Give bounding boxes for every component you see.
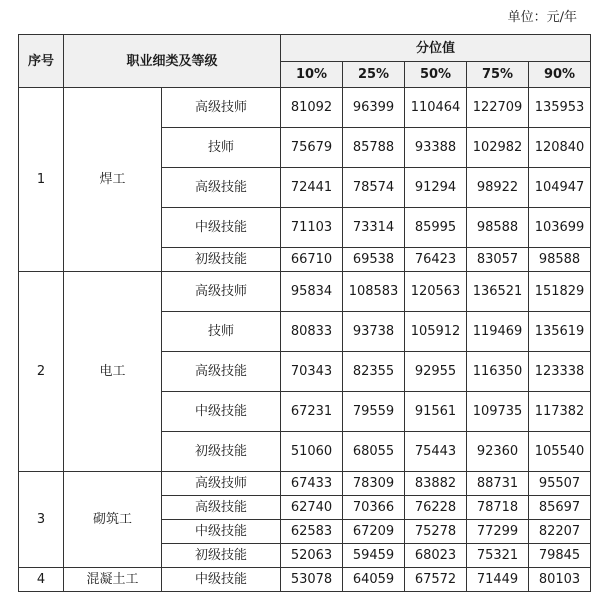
table-row — [19, 272, 591, 312]
salary-value: 95834 — [281, 272, 343, 312]
occupation-name: 焊工 — [64, 88, 162, 272]
salary-value: 78718 — [467, 496, 529, 520]
salary-percentile-table — [18, 34, 591, 592]
salary-value: 82207 — [529, 520, 591, 544]
skill-level: 高级技能 — [162, 496, 281, 520]
salary-value: 135619 — [529, 312, 591, 352]
salary-value: 70343 — [281, 352, 343, 392]
header-category: 职业细类及等级 — [64, 35, 281, 88]
skill-level: 中级技能 — [162, 520, 281, 544]
salary-value: 123338 — [529, 352, 591, 392]
salary-value: 136521 — [467, 272, 529, 312]
unit-label: 单位：元/年 — [507, 10, 577, 25]
table-row — [19, 472, 591, 496]
salary-value: 67433 — [281, 472, 343, 496]
salary-value: 110464 — [405, 88, 467, 128]
salary-value: 51060 — [281, 432, 343, 472]
salary-value: 79845 — [529, 544, 591, 568]
salary-value: 122709 — [467, 88, 529, 128]
skill-level: 中级技能 — [162, 208, 281, 248]
salary-value: 73314 — [343, 208, 405, 248]
header-percentile-group: 分位值 — [281, 35, 591, 62]
salary-value: 85697 — [529, 496, 591, 520]
skill-level: 初级技能 — [162, 248, 281, 272]
skill-level: 初级技能 — [162, 544, 281, 568]
salary-value: 120840 — [529, 128, 591, 168]
salary-value: 77299 — [467, 520, 529, 544]
salary-value: 105912 — [405, 312, 467, 352]
salary-value: 71103 — [281, 208, 343, 248]
salary-value: 91294 — [405, 168, 467, 208]
salary-value: 105540 — [529, 432, 591, 472]
salary-value: 80103 — [529, 568, 591, 592]
salary-value: 75443 — [405, 432, 467, 472]
salary-value: 62583 — [281, 520, 343, 544]
skill-level: 技师 — [162, 312, 281, 352]
occupation-name: 砌筑工 — [64, 472, 162, 568]
salary-value: 83057 — [467, 248, 529, 272]
header-row-top — [19, 35, 591, 62]
salary-value: 98922 — [467, 168, 529, 208]
salary-value: 64059 — [343, 568, 405, 592]
salary-value: 67209 — [343, 520, 405, 544]
salary-value: 70366 — [343, 496, 405, 520]
salary-value: 120563 — [405, 272, 467, 312]
table-body — [19, 88, 591, 592]
salary-value: 119469 — [467, 312, 529, 352]
salary-value: 102982 — [467, 128, 529, 168]
skill-level: 高级技师 — [162, 272, 281, 312]
occupation-name: 电工 — [64, 272, 162, 472]
salary-value: 104947 — [529, 168, 591, 208]
table-row — [19, 568, 591, 592]
salary-value: 67572 — [405, 568, 467, 592]
salary-value: 68023 — [405, 544, 467, 568]
salary-value: 78309 — [343, 472, 405, 496]
salary-value: 80833 — [281, 312, 343, 352]
salary-value: 85995 — [405, 208, 467, 248]
header-percentile: 90% — [529, 62, 591, 88]
salary-value: 79559 — [343, 392, 405, 432]
salary-value: 68055 — [343, 432, 405, 472]
group-index: 1 — [19, 88, 64, 272]
salary-value: 98588 — [467, 208, 529, 248]
group-index: 2 — [19, 272, 64, 472]
skill-level: 初级技能 — [162, 432, 281, 472]
skill-level: 高级技能 — [162, 352, 281, 392]
salary-value: 93388 — [405, 128, 467, 168]
salary-value: 96399 — [343, 88, 405, 128]
skill-level: 中级技能 — [162, 568, 281, 592]
salary-value: 135953 — [529, 88, 591, 128]
salary-value: 78574 — [343, 168, 405, 208]
salary-value: 75321 — [467, 544, 529, 568]
salary-value: 103699 — [529, 208, 591, 248]
salary-value: 66710 — [281, 248, 343, 272]
group-index: 4 — [19, 568, 64, 592]
salary-value: 98588 — [529, 248, 591, 272]
salary-value: 116350 — [467, 352, 529, 392]
salary-value: 85788 — [343, 128, 405, 168]
salary-value: 72441 — [281, 168, 343, 208]
salary-value: 75278 — [405, 520, 467, 544]
salary-value: 108583 — [343, 272, 405, 312]
header-percentile: 75% — [467, 62, 529, 88]
salary-value: 151829 — [529, 272, 591, 312]
salary-value: 67231 — [281, 392, 343, 432]
salary-value: 76423 — [405, 248, 467, 272]
salary-value: 81092 — [281, 88, 343, 128]
salary-value: 109735 — [467, 392, 529, 432]
salary-value: 93738 — [343, 312, 405, 352]
group-index: 3 — [19, 472, 64, 568]
table-row — [19, 88, 591, 128]
salary-value: 95507 — [529, 472, 591, 496]
salary-value: 59459 — [343, 544, 405, 568]
salary-value: 76228 — [405, 496, 467, 520]
skill-level: 技师 — [162, 128, 281, 168]
skill-level: 中级技能 — [162, 392, 281, 432]
salary-value: 71449 — [467, 568, 529, 592]
salary-value: 69538 — [343, 248, 405, 272]
skill-level: 高级技师 — [162, 88, 281, 128]
salary-value: 92955 — [405, 352, 467, 392]
skill-level: 高级技师 — [162, 472, 281, 496]
salary-value: 91561 — [405, 392, 467, 432]
salary-value: 92360 — [467, 432, 529, 472]
salary-value: 88731 — [467, 472, 529, 496]
header-percentile: 25% — [343, 62, 405, 88]
skill-level: 高级技能 — [162, 168, 281, 208]
header-percentile: 10% — [281, 62, 343, 88]
salary-value: 52063 — [281, 544, 343, 568]
header-percentile: 50% — [405, 62, 467, 88]
salary-value: 83882 — [405, 472, 467, 496]
header-index: 序号 — [19, 35, 64, 88]
salary-value: 53078 — [281, 568, 343, 592]
salary-value: 62740 — [281, 496, 343, 520]
salary-value: 82355 — [343, 352, 405, 392]
salary-value: 117382 — [529, 392, 591, 432]
salary-value: 75679 — [281, 128, 343, 168]
occupation-name: 混凝土工 — [64, 568, 162, 592]
